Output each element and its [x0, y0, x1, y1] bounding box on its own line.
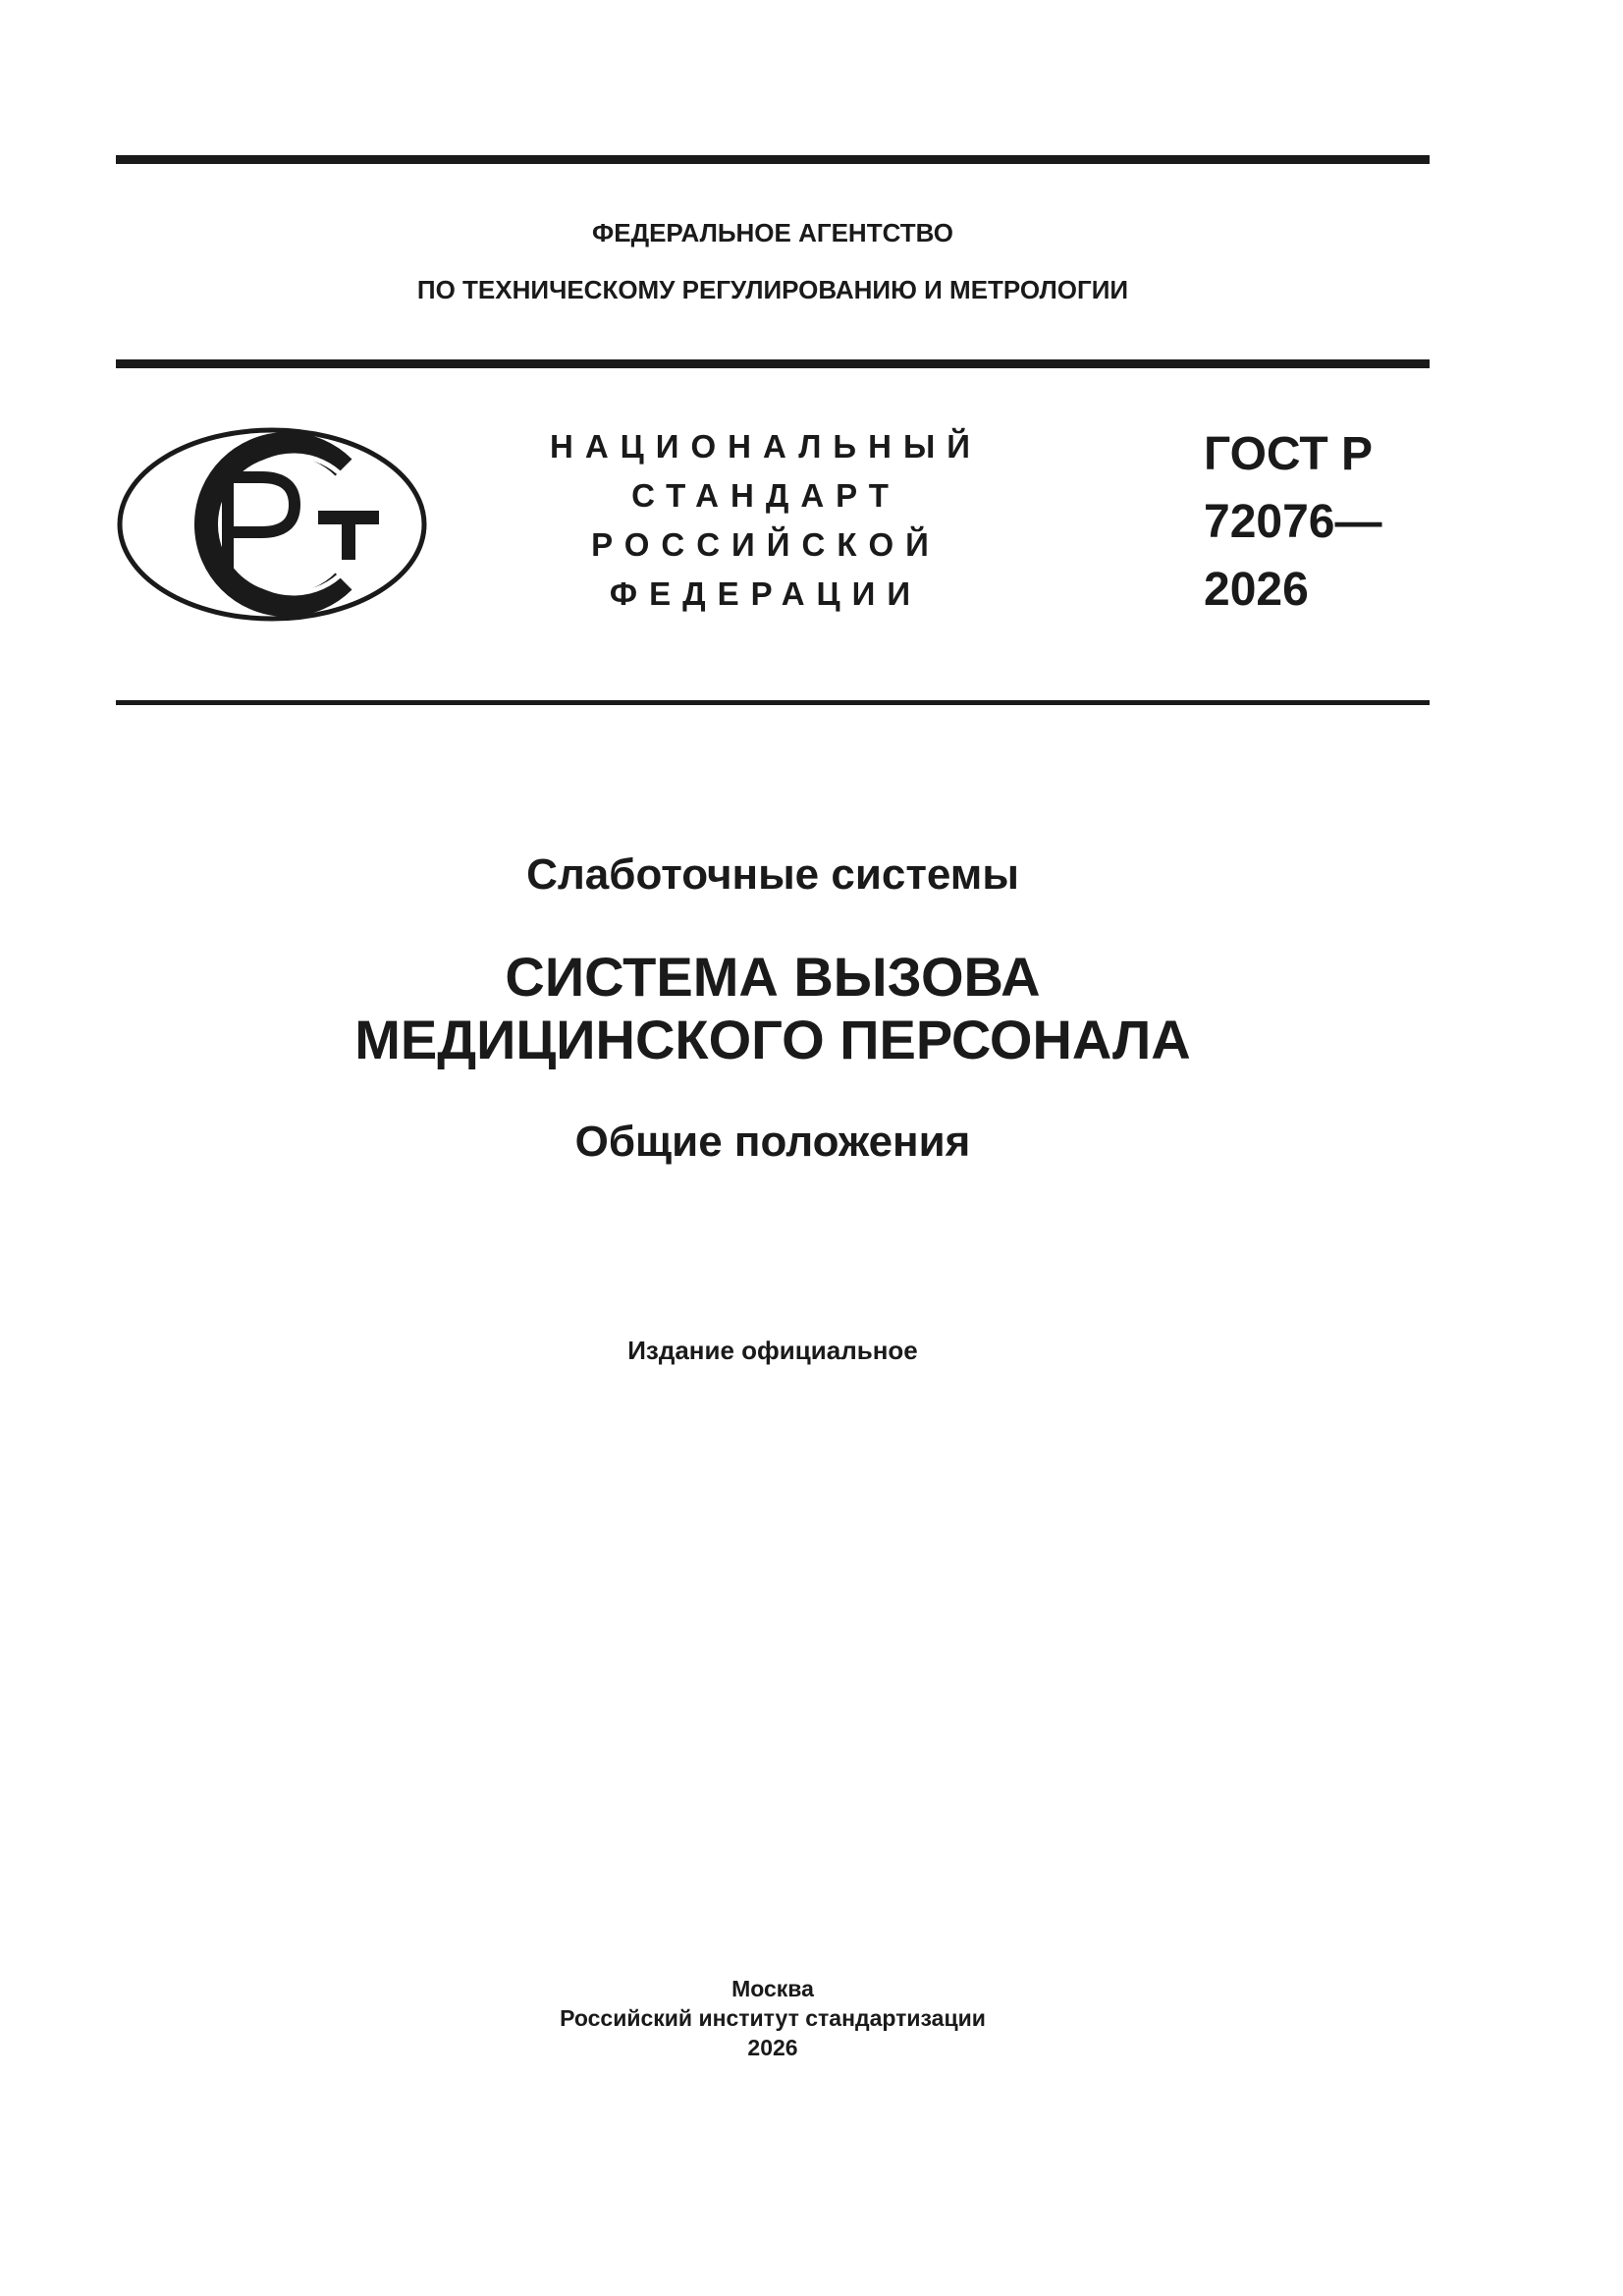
document-title-line-2: МЕДИЦИНСКОГО ПЕРСОНАЛА	[354, 1009, 1191, 1070]
designation-line-2: 72076—	[1204, 496, 1382, 548]
header-bottom-rule	[116, 359, 1430, 368]
national-standard-line-4: ФЕДЕРАЦИИ	[609, 575, 923, 612]
imprint-city: Москва	[731, 1976, 814, 2001]
edition-label: Издание официальное	[627, 1336, 918, 1365]
document-subject: Слаботочные системы	[526, 850, 1019, 899]
national-standard-label	[520, 422, 1011, 619]
agency-name-line-1: ФЕДЕРАЛЬНОЕ АГЕНТСТВО	[592, 218, 953, 247]
document-subtitle: Общие положения	[574, 1118, 971, 1166]
rst-certification-logo-icon	[116, 426, 428, 623]
national-standard-line-3: РОССИЙСКОЙ	[591, 526, 941, 563]
imprint-publisher: Российский институт стандартизации	[560, 2005, 986, 2031]
imprint-year: 2026	[747, 2035, 798, 2060]
top-rule	[116, 155, 1430, 164]
title-block-rule	[116, 700, 1430, 705]
agency-name-line-2: ПО ТЕХНИЧЕСКОМУ РЕГУЛИРОВАНИЮ И МЕТРОЛОГИИ	[416, 275, 1129, 304]
national-standard-line-1: НАЦИОНАЛЬНЫЙ	[550, 428, 982, 465]
standard-designation	[1204, 420, 1381, 624]
national-standard-line-2: СТАНДАРТ	[631, 477, 900, 514]
designation-line-3: 2026	[1204, 564, 1309, 616]
document-title-line-1: СИСТЕМА ВЫЗОВА	[505, 946, 1041, 1008]
designation-line-1: ГОСТ Р	[1204, 428, 1374, 480]
